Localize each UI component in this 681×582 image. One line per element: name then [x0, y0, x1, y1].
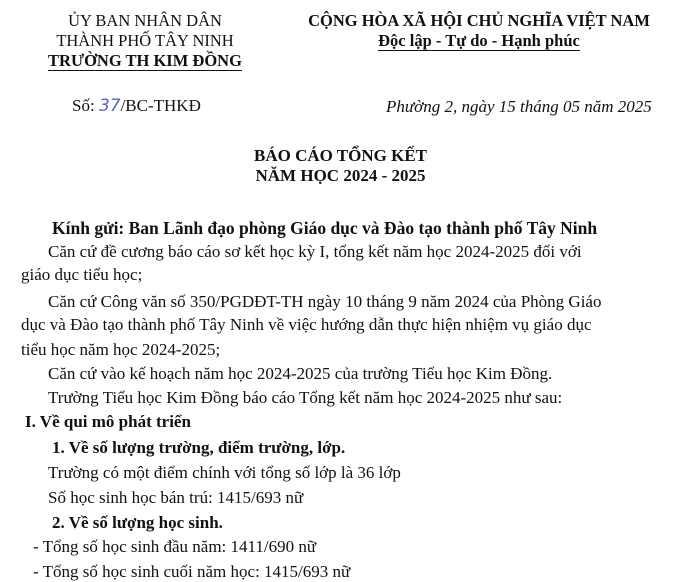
- body-line-classes: Trường có một điểm chính với tổng số lớp là 36 lớp: [48, 463, 401, 482]
- title-line-1: BÁO CÁO TỔNG KẾT: [253, 146, 428, 165]
- agency-line-1: ỦY BAN NHÂN DÂN: [68, 11, 222, 30]
- section-1-2-heading: 2. Về số lượng học sinh.: [52, 513, 223, 532]
- national-title: CỘNG HÒA XÃ HỘI CHỦ NGHĨA VIỆT NAM: [308, 11, 650, 30]
- body-line-end-year: - Tổng số học sinh cuối năm học: 1415/693 nữ: [33, 562, 351, 581]
- para-4: Trường Tiểu học Kim Đồng báo cáo Tổng kết năm học 2024-2025 như sau:: [48, 388, 563, 407]
- doc-number-suffix: /BC-THKĐ: [120, 96, 201, 115]
- body-line-start-year: - Tổng số học sinh đầu năm: 1411/690 nữ: [33, 537, 317, 556]
- recipient: Kính gửi: Ban Lãnh đạo phòng Giáo dục và Đào tạo thành phố Tây Ninh: [52, 218, 598, 238]
- para-3: Căn cứ vào kế hoạch năm học 2024-2025 của trường Tiểu học Kim Đồng.: [48, 364, 553, 383]
- document-number: [72, 96, 201, 116]
- school-name: TRƯỜNG TH KIM ĐỒNG: [48, 51, 242, 70]
- para-2-line-2: dục và Đào tạo thành phố Tây Ninh về việc hướng dẫn thực hiện nhiệm vụ giáo dục: [21, 315, 592, 334]
- doc-number-prefix: Số:: [72, 96, 95, 115]
- para-1-line-2: giáo dục tiểu học;: [21, 265, 143, 284]
- place-date: Phường 2, ngày 15 tháng 05 năm 2025: [386, 97, 652, 116]
- section-1-heading: I. Về qui mô phát triển: [25, 412, 191, 431]
- body-line-boarding: Số học sinh học bán trú: 1415/693 nữ: [48, 488, 304, 507]
- section-1-1-heading: 1. Về số lượng trường, điểm trường, lớp.: [52, 438, 346, 457]
- para-2-line-3: tiểu học năm học 2024-2025;: [21, 340, 221, 359]
- para-1-line-1: Căn cứ đề cương báo cáo sơ kết học kỳ I, tổng kết năm học 2024-2025 đối với: [48, 242, 582, 261]
- header-left: [20, 11, 270, 71]
- header-right: [296, 11, 662, 51]
- national-motto: Độc lập - Tự do - Hạnh phúc: [378, 31, 580, 50]
- doc-number-handwritten: 37: [98, 96, 121, 116]
- title-line-2: NĂM HỌC 2024 - 2025: [255, 166, 426, 185]
- agency-line-2: THÀNH PHỐ TÂY NINH: [56, 31, 234, 50]
- para-2-line-1: Căn cứ Công văn số 350/PGDĐT-TH ngày 10 tháng 9 năm 2024 của Phòng Giáo: [48, 292, 602, 311]
- report-title: [0, 146, 681, 186]
